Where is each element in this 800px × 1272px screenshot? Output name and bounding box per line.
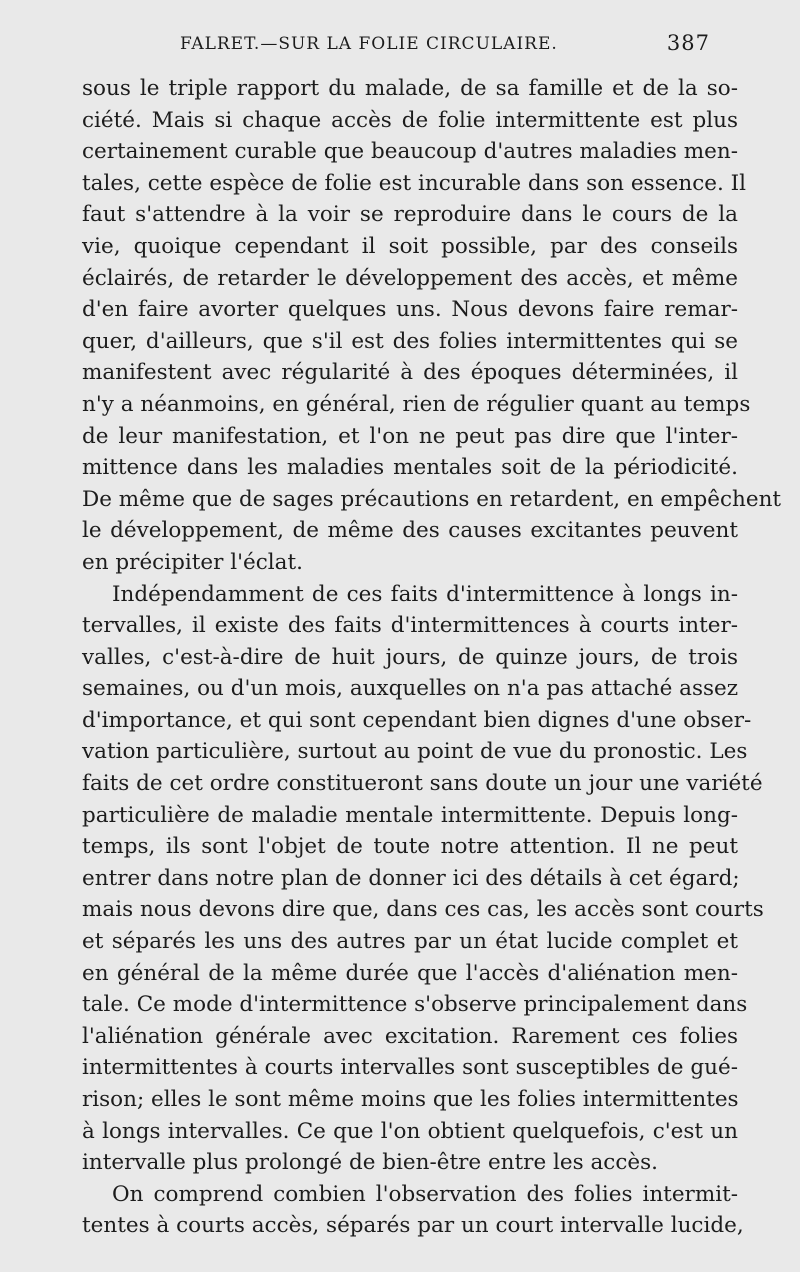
text-line: le développement, de même des causes excitantes peuvent: [82, 518, 738, 544]
text-line: en général de la même durée que l'accès d'aliénation men-: [82, 960, 738, 986]
text-line: entrer dans notre plan de donner ici des détails à cet égard;: [82, 865, 740, 891]
text-line: rison; elles le sont même moins que les folies intermittentes: [82, 1087, 739, 1112]
running-title: FALRET.—SUR LA FOLIE CIRCULAIRE.: [180, 34, 558, 54]
text-line: intermittentes à courts intervalles sont susceptibles de gué-: [82, 1055, 738, 1081]
text-line: ciété. Mais si chaque accès de folie intermittente est plus: [82, 107, 738, 133]
text-line: faut s'attendre à la voir se reproduire dans le cours de la: [82, 202, 738, 228]
paragraph-first-line: On comprend combien l'observation des folies intermit-: [112, 1181, 738, 1207]
text-line: quer, d'ailleurs, que s'il est des folies intermittentes qui se: [82, 328, 738, 354]
text-line: faits de cet ordre constitueront sans doute un jour une variété: [82, 771, 763, 797]
text-line: de leur manifestation, et l'on ne peut pas dire que l'inter-: [82, 423, 738, 449]
paragraph-first-line: Indépendamment de ces faits d'intermittence à longs in-: [112, 581, 738, 607]
text-line: temps, ils sont l'objet de toute notre attention. Il ne peut: [82, 834, 738, 860]
text-line: particulière de maladie mentale intermittente. Depuis long-: [82, 802, 738, 828]
text-line: manifestent avec régularité à des époques déterminées, il: [82, 360, 738, 386]
text-line: et séparés les uns des autres par un état lucide complet et: [82, 929, 738, 955]
paragraph-last-line: en précipiter l'éclat.: [82, 549, 303, 575]
page-number: 387: [666, 31, 710, 55]
text-line: vation particulière, surtout au point de vue du pronostic. Les: [82, 739, 748, 765]
paragraph-last-line: intervalle plus prolongé de bien-être entre les accès.: [82, 1150, 658, 1176]
text-line: tale. Ce mode d'intermittence s'observe principalement dans: [82, 992, 748, 1018]
text-line: mais nous devons dire que, dans ces cas, les accès sont courts: [82, 897, 764, 923]
text-line: De même que de sages précautions en retardent, en empêchent: [82, 486, 782, 512]
text-line: certainement curable que beaucoup d'autres maladies men-: [82, 139, 738, 165]
text-line: éclairés, de retarder le développement des accès, et même: [82, 265, 738, 291]
text-line: tervalles, il existe des faits d'intermittences à courts inter-: [82, 613, 738, 639]
text-line: vie, quoique cependant il soit possible, par des conseils: [82, 233, 738, 259]
text-line: mittence dans les maladies mentales soit de la périodicité.: [82, 455, 738, 481]
text-line: l'aliénation générale avec excitation. Rarement ces folies: [82, 1023, 738, 1049]
text-line: semaines, ou d'un mois, auxquelles on n'a pas attaché assez: [82, 676, 739, 702]
text-line: n'y a néanmoins, en général, rien de régulier quant au temps: [82, 391, 751, 417]
page-header: [180, 31, 710, 64]
text-line: d'en faire avorter quelques uns. Nous devons faire remar-: [82, 297, 738, 323]
body-text: [82, 73, 782, 1242]
text-line: d'importance, et qui sont cependant bien dignes d'une obser-: [82, 707, 752, 733]
text-line: sous le triple rapport du malade, de sa famille et de la so-: [82, 76, 738, 101]
text-line: tales, cette espèce de folie est incurable dans son essence. Il: [82, 170, 746, 196]
text-line: tentes à courts accès, séparés par un court intervalle lucide,: [82, 1213, 744, 1239]
text-line: valles, c'est-à-dire de huit jours, de quinze jours, de trois: [82, 644, 738, 670]
text-line: à longs intervalles. Ce que l'on obtient quelquefois, c'est un: [82, 1118, 738, 1144]
